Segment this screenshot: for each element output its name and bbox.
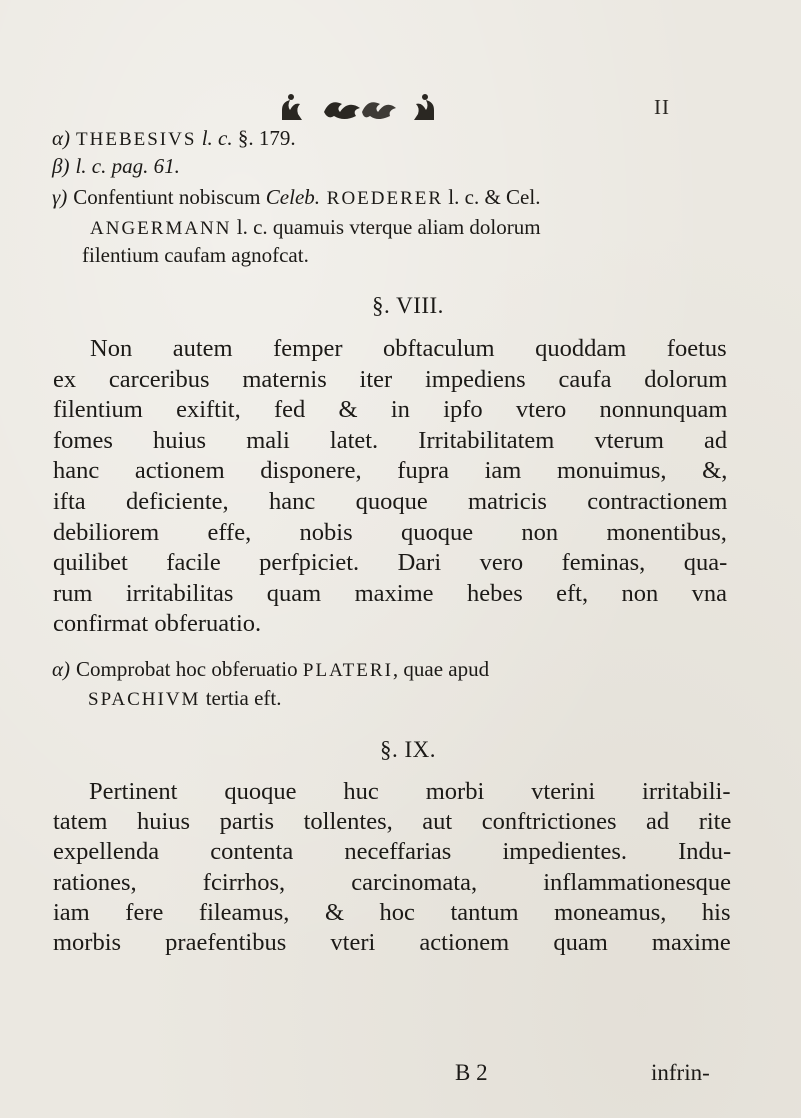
paragraph-line: rationes, fcirrhos, carcinomata, inflammationesque xyxy=(53,868,731,896)
footnote-line xyxy=(88,688,768,709)
text-run: Comprobat hoc obferuatio xyxy=(76,657,303,681)
text-run: l. c. quamuis vterque aliam dolorum xyxy=(231,215,541,239)
footnote-marker: α) xyxy=(52,126,71,150)
text-run: Confentiunt nobiscum xyxy=(73,185,266,209)
paragraph-line: debiliorem effe, nobis quoque non monentibus, xyxy=(53,518,727,546)
paragraph-line: expellenda contenta neceffarias impedientes. Indu- xyxy=(53,838,732,866)
paragraph-line: fomes huius mali latet. Irritabilitatem vterum ad xyxy=(53,426,728,454)
footnote-line xyxy=(52,128,732,149)
section-heading-9: §. IX. xyxy=(380,737,437,762)
text-run: l. c. xyxy=(196,126,238,150)
text-run: tertia eft. xyxy=(200,686,282,710)
paragraph-line: ifta deficiente, hanc quoque matricis contractionem xyxy=(53,488,728,515)
paragraph-line: rum irritabilitas quam maxime hebes eft, non vna xyxy=(53,579,728,607)
footnote-marker: β) xyxy=(52,154,70,178)
text-run: l. c. pag. 61. xyxy=(75,154,180,178)
text-run: filentium caufam agnofcat. xyxy=(82,243,309,267)
text-run: , quae apud xyxy=(392,657,490,681)
footnote-line xyxy=(90,217,770,238)
paragraph-line: tatem huius partis tollentes, aut conftrictiones ad rite xyxy=(53,808,732,836)
footnote-line xyxy=(52,187,732,208)
footnote-line xyxy=(52,659,732,680)
catchword: infrin- xyxy=(651,1060,710,1085)
section-heading-8: §. VIII. xyxy=(372,293,444,318)
paragraph-line: morbis praefentibus vteri actionem quam maxime xyxy=(53,929,731,956)
paragraph-line: filentium exiftit, fed & in ipfo vtero nonnunquam xyxy=(53,396,728,424)
paragraph-line: confirmat obferuatio. xyxy=(53,610,262,638)
text-run: ROEDERER xyxy=(320,188,444,209)
paragraph-line: quilibet facile perfpiciet. Dari vero feminas, qua- xyxy=(53,549,728,577)
footnote-marker: α) xyxy=(52,657,71,681)
text-run: Celeb. xyxy=(265,185,321,209)
signature-mark: B 2 xyxy=(455,1060,488,1085)
text-run: ANGERMANN xyxy=(90,218,232,239)
text-run: SPACHIVM xyxy=(88,689,201,710)
text-run: §. 179. xyxy=(237,126,296,150)
footnote-line xyxy=(52,156,732,177)
text-run: THEBESIVS xyxy=(76,129,197,150)
paragraph-line: Pertinent quoque huc morbi vterini irritabili- xyxy=(89,778,731,805)
paragraph-line: Non autem femper obftaculum quoddam foetus xyxy=(90,335,727,362)
footnote-marker: γ) xyxy=(52,185,68,209)
paragraph-line: ex carceribus maternis iter impediens caufa dolorum xyxy=(53,365,728,393)
text-run: l. c. & Cel. xyxy=(443,185,541,209)
paragraph-line: iam fere fileamus, & hoc tantum moneamus, his xyxy=(53,898,731,926)
text-run: PLATERI xyxy=(302,660,393,681)
paragraph-line: hanc actionem disponere, fupra iam monuimus, &, xyxy=(53,457,728,485)
printer-ornament-icon xyxy=(278,92,438,124)
page-number: II xyxy=(654,95,670,119)
footnote-line xyxy=(82,245,762,266)
